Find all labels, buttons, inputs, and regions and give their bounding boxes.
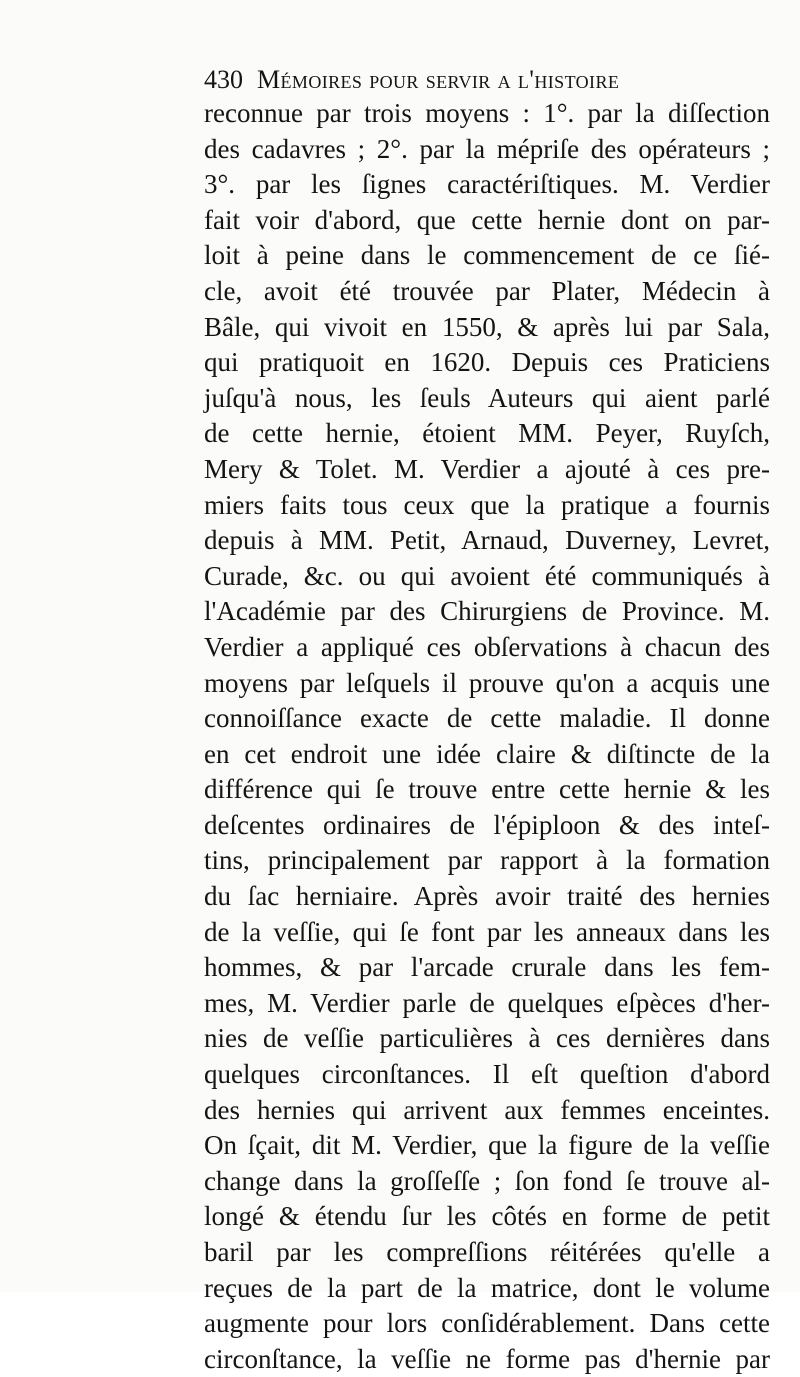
text-line: des cadavres ; 2°. par la mépriſe des opérateurs ; [204,133,770,164]
text-line: hommes, & par l'arcade crurale dans les fem- [204,952,770,983]
text-line: longé & étendu ſur les côtés en forme de petit [204,1201,770,1232]
text-line: Verdier a appliqué ces obſervations à chacun des [204,631,770,662]
text-line: moyens par leſquels il prouve qu'on a acquis une [204,667,770,698]
text-line: circonſtance, la veſſie ne forme pas d'hernie par [204,1343,770,1374]
text-line: du ſac herniaire. Après avoir traité des hernies [204,881,770,912]
text-line: reconnue par trois moyens : 1°. par la diſſection [204,98,770,128]
text-line: reçues de la part de la matrice, dont le volume [204,1272,770,1303]
text-line: tins, principalement par rapport à la formation [204,845,770,876]
text-line: qui pratiquoit en 1620. Depuis ces Praticiens [204,347,770,378]
text-block [204,64,770,1377]
text-line: 3°. par les ſignes caractériſtiques. M. Verdier [204,169,770,200]
text-line: fait voir d'abord, que cette hernie dont on par- [204,204,770,235]
text-line: miers faits tous ceux que la pratique a fournis [204,489,770,520]
text-line: augmente pour lors conſidérablement. Dans cette [204,1308,770,1339]
text-line: différence qui ſe trouve entre cette hernie & les [204,774,770,805]
text-line: l'Académie par des Chirurgiens de Province. M. [204,596,770,627]
text-line: Curade, &c. ou qui avoient été communiqués à [204,560,770,591]
text-line: quelques circonſtances. Il eſt queſtion d'abord [204,1059,770,1090]
text-line: Bâle, qui vivoit en 1550, & après lui par Sala, [204,311,770,342]
text-line: cle, avoit été trouvée par Plater, Médecin à [204,275,770,306]
text-line: juſqu'à nous, les ſeuls Auteurs qui aient parlé [204,382,770,413]
text-line: depuis à MM. Petit, Arnaud, Duverney, Levret, [204,525,770,556]
text-line: On ſçait, dit M. Verdier, que la figure de la veſſie [204,1130,770,1161]
text-line: de cette hernie, étoient MM. Peyer, Ruyſch, [204,418,770,449]
text-line: nies de veſſie particulières à ces dernières dans [204,1023,770,1054]
text-line: des hernies qui arrivent aux femmes enceintes. [204,1094,770,1125]
body-paragraph [204,96,770,1377]
running-head [204,64,770,96]
text-line: connoiſſance exacte de cette maladie. Il donne [204,703,770,734]
text-line: de la veſſie, qui ſe font par les anneaux dans les [204,916,770,947]
page-number: 430 [204,65,243,94]
text-line: baril par les compreſſions réitérées qu'elle a [204,1237,770,1267]
text-line: Mery & Tolet. M. Verdier a ajouté à ces pre- [204,453,770,484]
text-line: change dans la groſſeſſe ; ſon fond ſe trouve al- [204,1165,770,1196]
text-line: en cet endroit une idée claire & diſtincte de la [204,738,770,769]
text-line: loit à peine dans le commencement de ce ſié- [204,240,770,271]
running-title: Mémoires pour servir a l'histoire [257,65,620,94]
text-line: mes, M. Verdier parle de quelques eſpèces d'her- [204,987,770,1018]
text-line: deſcentes ordinaires de l'épiploon & des inteſ- [204,809,770,840]
